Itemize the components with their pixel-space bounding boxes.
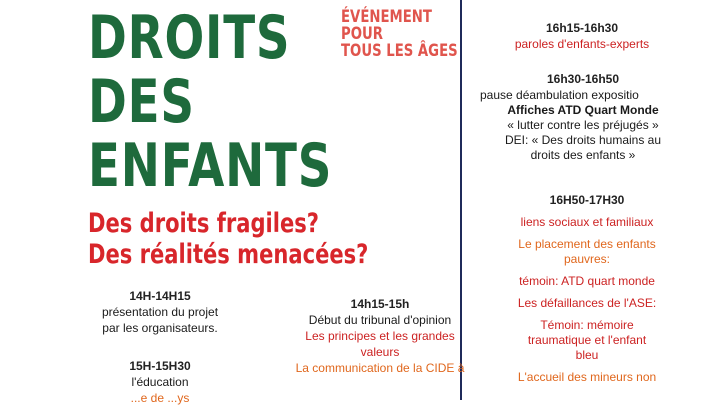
block-line: « lutter contre les préjugés » xyxy=(507,118,659,132)
block-line: par les organisateurs. xyxy=(102,321,218,335)
subtitle-line1: Des droits fragiles? xyxy=(88,208,320,239)
block-time: 16h15-16h30 xyxy=(545,21,619,35)
block-line: présentation du projet xyxy=(101,305,219,319)
block-line: Témoin: mémoire xyxy=(540,318,634,332)
block-line: liens sociaux et familiaux xyxy=(520,215,654,229)
block-line: Les défaillances de l'ASE: xyxy=(517,296,657,310)
block-time: 16H50-17H30 xyxy=(549,193,625,207)
block-line: traumatique et l'enfant xyxy=(527,333,647,347)
block-line: La communication de la CIDE à xyxy=(295,361,465,375)
block-time: 14H-14H15 xyxy=(129,289,191,303)
block-time: 14h15-15h xyxy=(350,297,410,311)
block-time: 16h30-16h50 xyxy=(546,72,620,86)
block-line: Les principes et les grandes xyxy=(305,329,455,343)
block-line: DEI: « Des droits humains au xyxy=(504,133,662,147)
block-line: L'accueil des mineurs non xyxy=(517,370,657,384)
block-line: témoin: ATD quart monde xyxy=(519,274,655,288)
block-line: bleu xyxy=(575,348,599,362)
block-line: paroles d'enfants-experts xyxy=(514,37,650,51)
title-droits: DROITS xyxy=(88,3,291,73)
program-block-pause xyxy=(478,72,688,163)
block-time: 15H-15H30 xyxy=(129,359,191,373)
block-line: pause déambulation expositio xyxy=(480,88,639,102)
program-block-experts xyxy=(482,20,682,52)
block-line: l'éducation xyxy=(131,375,189,389)
program-block-education xyxy=(60,358,260,406)
block-line: ...e de ...ys xyxy=(130,391,190,405)
block-line: valeurs xyxy=(360,345,400,359)
program-block-liens-sociaux xyxy=(482,193,692,385)
event-tag-line3: TOUS LES ÂGES xyxy=(341,41,458,61)
subtitle-line2: Des réalités menacées? xyxy=(88,239,369,270)
event-tag-line2: POUR xyxy=(341,24,383,44)
block-line: Affiches ATD Quart Monde xyxy=(507,103,659,117)
program-block-tribunal xyxy=(280,296,480,376)
title-enfants: ENFANTS xyxy=(88,131,333,201)
title-des: DES xyxy=(88,67,195,137)
block-line: pauvres: xyxy=(563,252,611,266)
block-line: Le placement des enfants xyxy=(518,237,656,251)
event-tag-line1: ÉVÉNEMENT xyxy=(341,7,432,27)
block-line: Début du tribunal d'opinion xyxy=(308,313,452,327)
program-block-opening xyxy=(60,288,260,336)
block-line: droits des enfants » xyxy=(530,148,636,162)
